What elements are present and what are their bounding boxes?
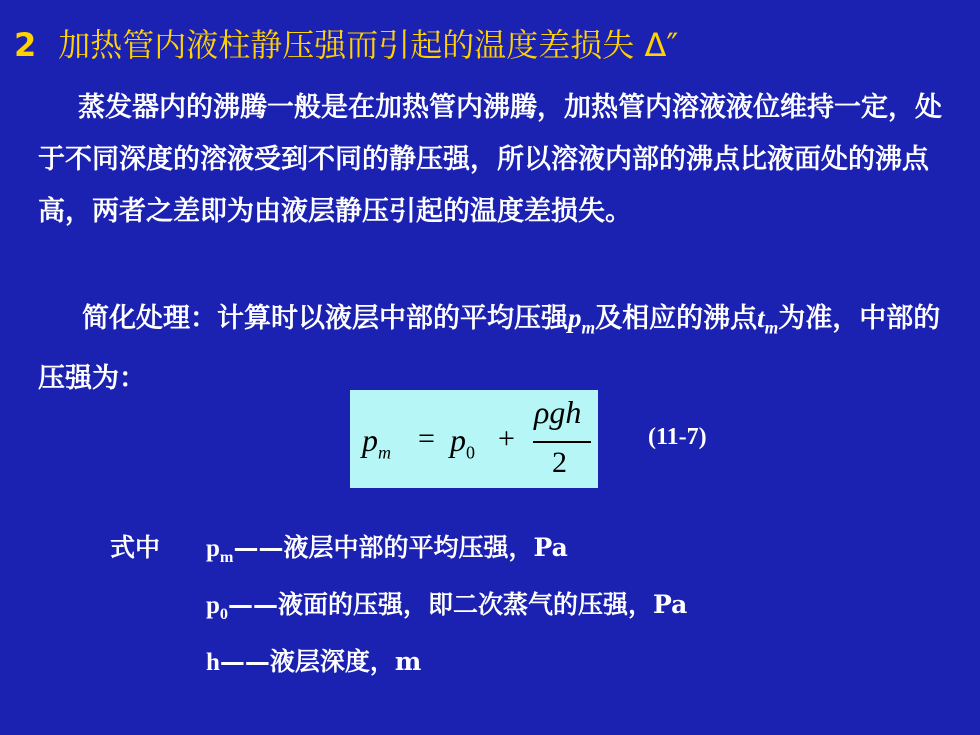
simplification-text-2: 及相应的沸点 [595,303,758,334]
simplification-text-1: 简化处理：计算时以液层中部的平均压强 [82,303,568,334]
definition-h: h——液层深度，m [206,647,422,676]
definition-pm: $p_m——$液层中部的平均压强，Pa [206,533,568,566]
section-number: 2 [14,26,37,64]
slide-title [14,20,678,66]
definition-p0: $p_0——$液面的压强，即二次蒸气的压强，Pa [206,590,688,623]
fraction-bar [533,441,591,443]
formula-box [350,390,598,488]
title-text: 加热管内液柱静压强而引起的温度差损失 Δ″ [58,26,679,64]
simplification-text-3: 为准，中部的压强为： [38,303,941,395]
paragraph-simplification [38,292,958,405]
formula-lhs: $p_m$ [362,422,391,463]
paragraph-intro: 蒸发器内的沸腾一般是在加热管内沸腾，加热管内溶液液位维持一定，处于不同深度的溶液受到不同的静压强，所以溶液内部的沸点比液面处的沸点高，两者之差即为由液层静压引起的温度差损失。 [38,92,942,227]
equation-number: (11-7) [648,424,707,450]
formula-numerator: ρgh [534,394,582,430]
tm-symbol: $t_m$ [757,303,779,338]
definitions-lead: 式中 [110,533,161,562]
formula-plus: + [498,422,515,455]
formula-equals: = [418,422,435,455]
formula-denominator: 2 [552,446,567,479]
formula-p0: $p_0$ [450,422,475,463]
pm-symbol: $p_m$ [568,303,596,338]
